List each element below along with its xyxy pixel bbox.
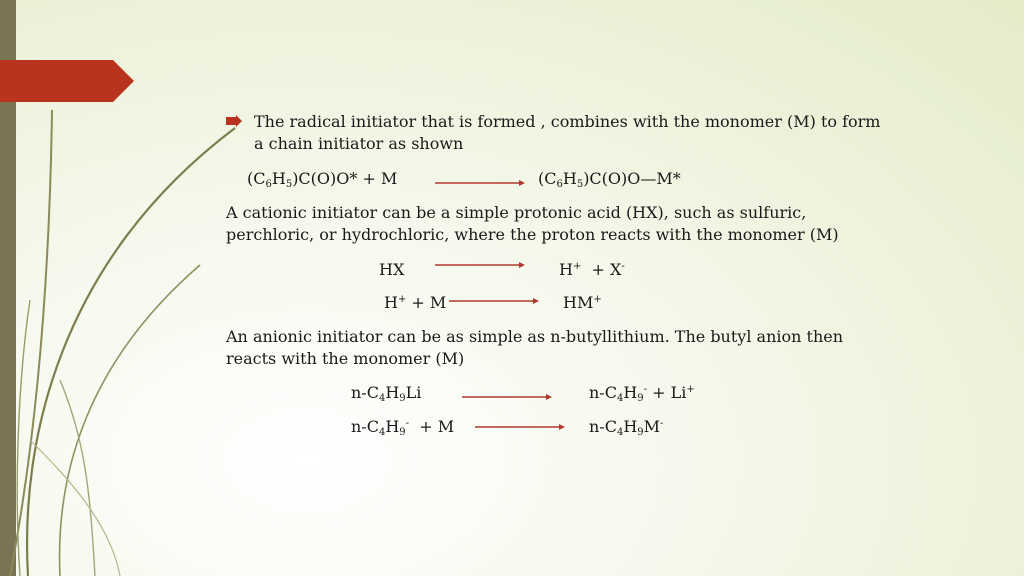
eq3-arrow-icon [449, 296, 539, 306]
anionic-text-line-1: An anionic initiator can be as simple as n-butyllithium. The butyl anion then [226, 327, 844, 346]
cationic-text-line-2: perchloric, or hydrochloric, where the proton reacts with the monomer (M) [226, 225, 839, 244]
eq3-reactants: H+ + M [384, 293, 447, 312]
bullet-arrow-icon [226, 115, 242, 127]
eq1-arrow-icon [435, 178, 525, 188]
eq1-reactants: $(C_6H_5)C(O)O* + M$ [247, 169, 398, 190]
radical-text-line-2: a chain initiator as shown [254, 134, 464, 153]
eq1-products: $(C_6H_5)C(O)O—M*$ [538, 169, 681, 190]
eq5-products: $n-C_4H_9M^-$ [589, 417, 664, 438]
eq3-products: HM+ [563, 293, 602, 312]
eq5-arrow-icon [475, 422, 565, 432]
eq2-reactants: HX [379, 260, 405, 279]
eq2-products: H+ + X- [559, 260, 625, 279]
eq4-reactants: $n-C_4H_9Li$ [351, 383, 422, 404]
radical-text-line-1: The radical initiator that is formed , combines with the monomer (M) to form [254, 112, 881, 131]
anionic-text-line-2: reacts with the monomer (M) [226, 349, 465, 368]
eq2-arrow-icon [435, 260, 525, 270]
cationic-text-line-1: A cationic initiator can be a simple protonic acid (HX), such as sulfuric, [226, 203, 807, 222]
eq4-arrow-icon [462, 392, 552, 402]
eq4-products: $n-C_4H_9^- + Li^+$ [589, 383, 695, 404]
eq5-reactants: $n-C_4H_9^- + M$ [351, 417, 455, 438]
